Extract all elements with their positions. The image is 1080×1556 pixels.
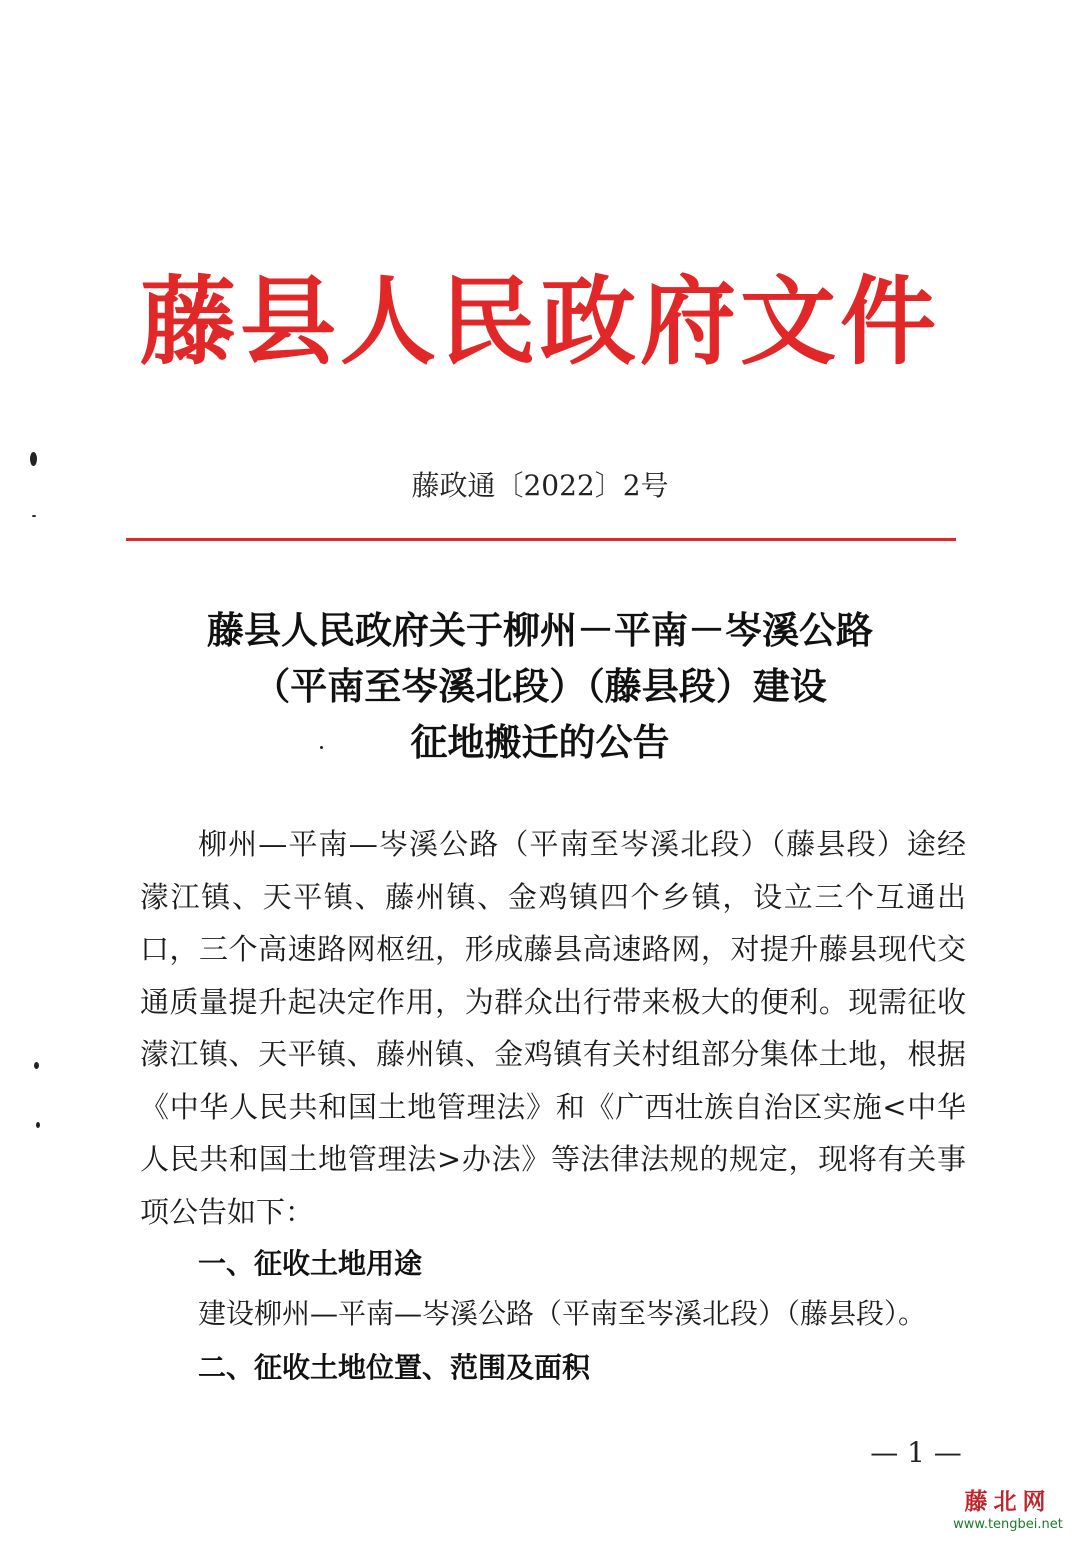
section-heading-purpose: 一、征收土地用途 <box>198 1247 423 1280</box>
document-title <box>0 603 1080 771</box>
scan-speck <box>30 452 37 466</box>
scan-speck <box>320 746 323 749</box>
document-masthead: 藤县人民政府文件 <box>140 265 940 378</box>
section-heading-location: 二、征收土地位置、范围及面积 <box>198 1351 591 1384</box>
intro-paragraph: 柳州—平南—岑溪公路（平南至岑溪北段）（藤县段）途经濛江镇、天平镇、藤州镇、金鸡镇四个乡镇，设立三个互通出口，三个高速路网枢纽，形成藤县高速路网，对提升藤县现代交通质量提升起决定作用，为群众出行带来极大的便利。现需征收濛江镇、天平镇、藤州镇、金鸡镇有关村组部分集体土地，根据《中华人民共和国土地管理法》和《广西壮族自治区实施<中华人民共和国土地管理法>办法》等法律法规的规定，现将有关事项公告如下： <box>140 827 966 1229</box>
scan-speck <box>36 1122 40 1128</box>
section-text-purpose: 建设柳州—平南—岑溪公路（平南至岑溪北段）（藤县段）。 <box>198 1297 927 1330</box>
title-line: 藤县人民政府关于柳州－平南－岑溪公路 <box>207 609 873 652</box>
red-separator-line <box>126 538 956 541</box>
title-line: 征地搬迁的公告 <box>410 721 670 764</box>
watermark-url: www.tengbei.net <box>953 1517 1063 1532</box>
document-body <box>140 818 966 1238</box>
site-watermark <box>946 1488 1070 1534</box>
watermark-site-name: 藤北网 <box>964 1488 1052 1515</box>
scan-speck <box>34 1062 39 1069</box>
document-number: 藤政通〔2022〕2号 <box>411 469 669 502</box>
title-line: （平南至岑溪北段）（藤县段）建设 <box>253 665 827 708</box>
scan-speck <box>32 515 36 517</box>
page-number: — 1 — <box>870 1436 962 1469</box>
